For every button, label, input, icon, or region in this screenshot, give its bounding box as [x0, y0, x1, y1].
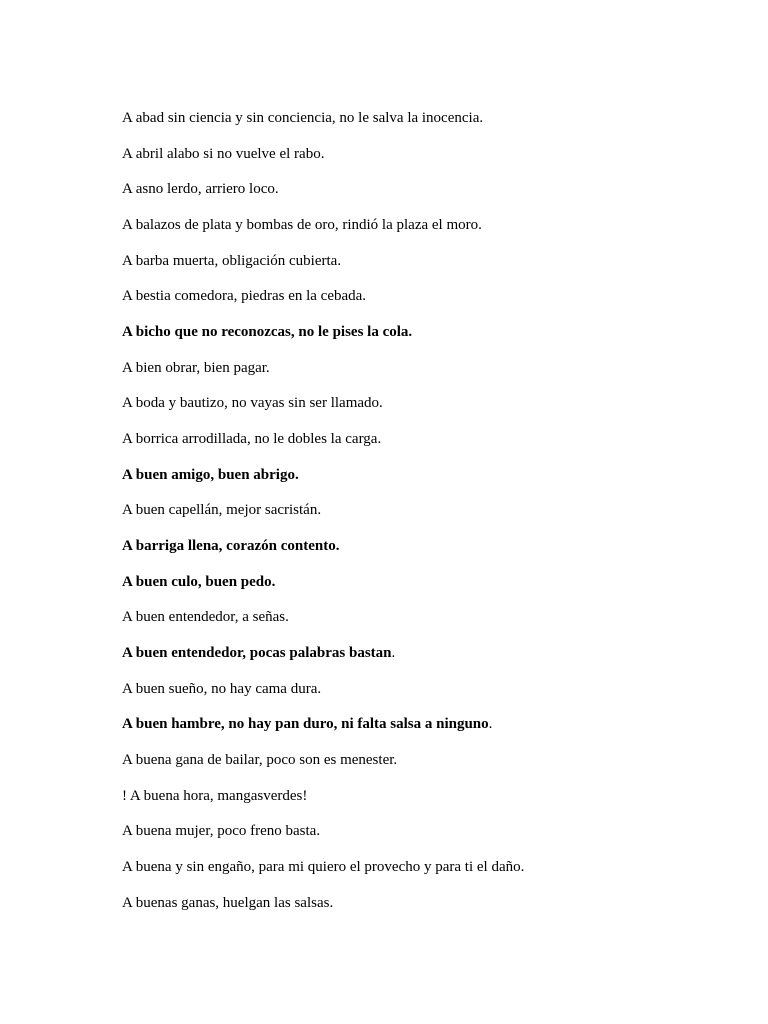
proverb-line: [122, 821, 722, 841]
proverb-text: A buenas ganas, huelgan las salsas.: [122, 894, 334, 911]
proverb-text: A asno lerdo, arriero loco.: [122, 181, 279, 198]
proverb-line: [122, 429, 722, 449]
proverb-text-bold: A buen entendedor, pocas palabras bastan: [122, 645, 392, 662]
proverb-line: [122, 643, 722, 663]
proverb-text: A buena gana de bailar, poco son es menester.: [122, 752, 398, 769]
proverb-line: [122, 108, 722, 128]
proverb-line: [122, 215, 722, 235]
proverb-text: A buena mujer, poco freno basta.: [122, 823, 321, 840]
proverb-line: [122, 179, 722, 199]
proverb-line: [122, 500, 722, 520]
proverb-text: A abad sin ciencia y sin conciencia, no le salva la inocencia.: [122, 110, 484, 126]
proverb-line: [122, 607, 722, 627]
proverb-line: [122, 286, 722, 306]
proverb-text: A balazos de plata y bombas de oro, rindió la plaza el moro.: [122, 217, 482, 234]
proverb-text: A borrica arrodillada, no le dobles la carga.: [122, 431, 382, 448]
proverb-text: A buena y sin engaño, para mi quiero el provecho y para ti el daño.: [122, 859, 525, 876]
proverb-line: [122, 572, 722, 592]
proverb-line: [122, 893, 722, 913]
proverb-line: [122, 679, 722, 699]
proverb-text: ! A buena hora, mangasverdes!: [122, 787, 308, 804]
proverb-text: A buen entendedor, a señas.: [122, 609, 289, 626]
proverb-line: [122, 714, 722, 734]
proverb-text: A buen capellán, mejor sacristán.: [122, 502, 322, 519]
proverb-line: [122, 144, 722, 164]
proverb-text: A boda y bautizo, no vayas sin ser llamado.: [122, 395, 383, 412]
proverb-text: A bestia comedora, piedras en la cebada.: [122, 288, 367, 305]
proverb-line: [122, 465, 722, 485]
proverb-text: A bien obrar, bien pagar.: [122, 359, 270, 376]
proverb-tail: .: [488, 716, 493, 733]
proverb-line: [122, 786, 722, 806]
proverb-line: [122, 536, 722, 556]
proverb-text-bold: A buen amigo, buen abrigo.: [122, 466, 299, 483]
proverb-text-bold: A buen culo, buen pedo.: [122, 573, 276, 590]
proverb-line: [122, 857, 722, 877]
proverb-text-bold: A barriga llena, corazón contento.: [122, 538, 340, 555]
proverb-tail: .: [391, 645, 396, 662]
proverb-line: [122, 393, 722, 413]
proverb-line: [122, 322, 722, 342]
proverb-line: [122, 358, 722, 378]
proverb-line: [122, 750, 722, 770]
proverb-text: A buen sueño, no hay cama dura.: [122, 680, 322, 697]
proverb-text-bold: A buen hambre, no hay pan duro, ni falta salsa a ninguno: [122, 716, 489, 733]
proverb-text: A barba muerta, obligación cubierta.: [122, 252, 342, 269]
proverb-text-bold: A bicho que no reconozcas, no le pises la cola.: [122, 324, 413, 341]
proverb-list: [122, 108, 722, 928]
proverb-line: [122, 251, 722, 271]
proverb-text: A abril alabo si no vuelve el rabo.: [122, 145, 325, 162]
